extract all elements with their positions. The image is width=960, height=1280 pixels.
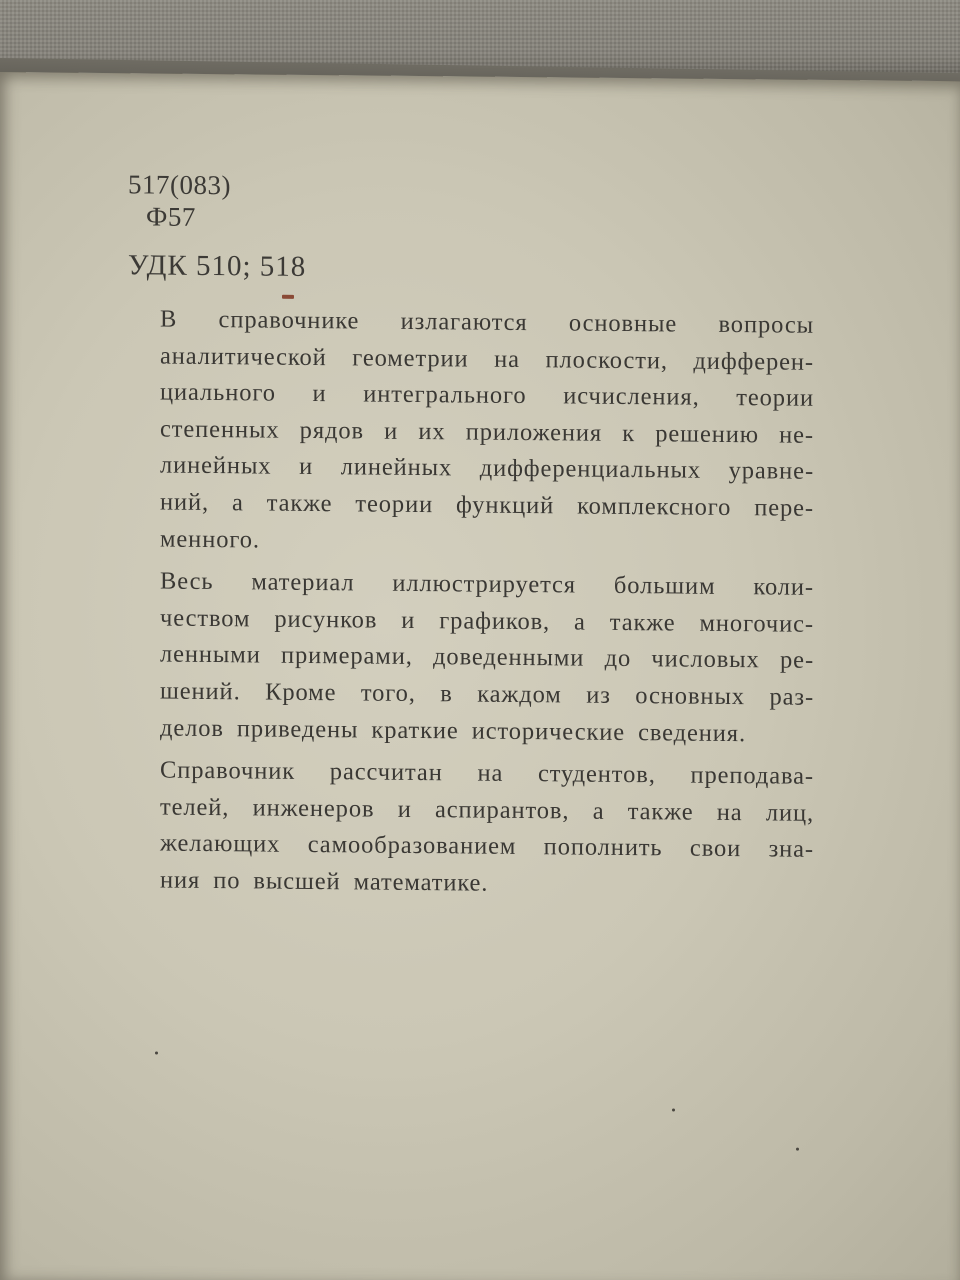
text-line: ния по высшей математике. [160,866,489,897]
text-line: линейных и линейных дифференциальных уравне- [160,451,814,486]
paper-speck [155,1051,158,1054]
book-page [0,72,960,1280]
udk-code: УДК 510; 518 [128,249,307,283]
text-line: желающих самообразованием пополнить свои зна- [160,829,814,864]
text-line: Весь материал иллюстрируется большим коли- [160,567,814,601]
paragraph-illustrations [124,563,814,753]
text-line: делов приведены краткие исторические сведения. [160,714,746,747]
text-line: ленными примерами, доведенными до числовых ре- [160,640,814,675]
text-line: телей, инженеров и аспирантов, а также на лиц, [160,793,814,827]
text-line: циального и интегрального исчисления, теории [160,378,814,413]
text-line: чеством рисунков и графиков, а также многочис- [160,604,814,638]
paragraph-scope [124,301,814,564]
classification-code: 517(083) [128,169,231,201]
author-mark: Ф57 [146,201,196,232]
annotation-text [124,301,814,911]
text-line: аналитической геометрии на плоскости, дифферен- [160,342,814,376]
paragraph-audience [124,752,814,905]
text-line: шений. Кроме того, в каждом из основных раз- [160,677,814,711]
text-line: ний, а также теории функций комплексного пере- [160,488,814,522]
ink-mark [282,295,294,299]
text-line: степенных рядов и их приложения к решению не- [160,415,814,449]
paper-speck [672,1108,675,1111]
text-line: Справочник рассчитан на студентов, преподава- [160,756,814,790]
paper-speck [796,1148,799,1151]
text-line: менного. [160,525,260,554]
text-line: В справочнике излагаются основные вопросы [160,305,814,339]
